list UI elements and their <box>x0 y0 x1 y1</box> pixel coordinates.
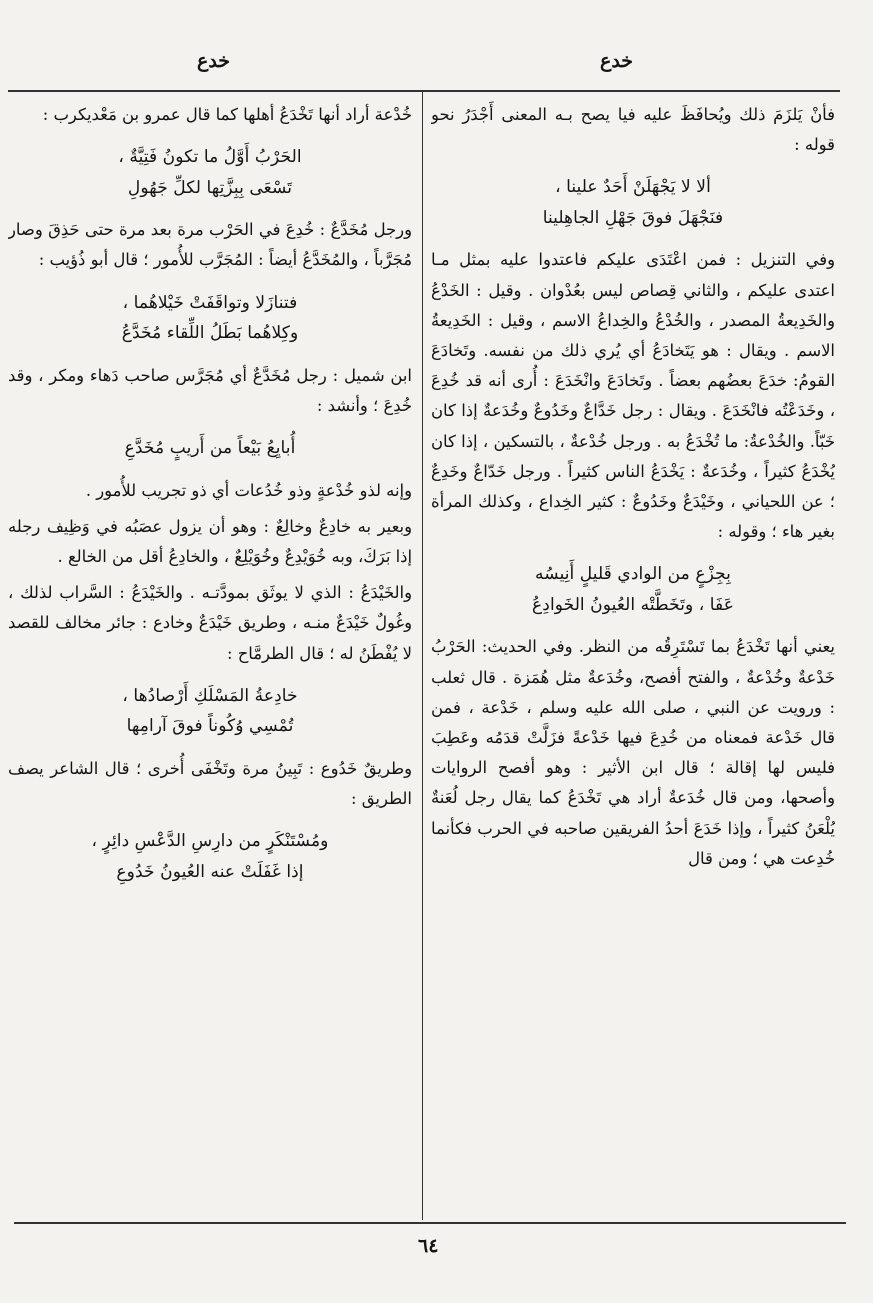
right-column <box>431 100 835 1215</box>
column-divider <box>422 92 423 1220</box>
verse <box>8 288 412 349</box>
verse-hemistich: تُمْسِي وُكُوناً فوقَ آرامِها <box>126 716 294 737</box>
verse <box>8 433 412 464</box>
headword-right: خدع <box>600 50 634 72</box>
verse <box>8 826 412 887</box>
verse <box>8 681 412 742</box>
verse <box>431 559 835 620</box>
page-number: ٦٤ <box>418 1235 439 1257</box>
paragraph: ابن شميل : رجل مُخَدَّعٌ أي مُجَرَّس صاحب دَهاء ومكر ، وقد خُدِعَ ؛ وأنشد : <box>8 365 412 415</box>
verse-hemistich: وكِلاهُما بَطَلُ اللِّقاء مُخَدَّعُ <box>121 323 299 344</box>
left-column <box>8 100 412 1215</box>
verse <box>431 172 835 233</box>
headword-left: خدع <box>197 50 231 72</box>
verse-hemistich: ألا لا يَجْهَلَنْ أَحَدٌ علينا ، <box>555 177 711 198</box>
verse <box>8 142 412 203</box>
paragraph: والخَيْدَعُ : الذي لا يوثَق بمودَّتـه . والخَيْدَعُ : السَّراب لذلك ، وغُولٌ خَيْدَعٌ منـه ، وطريق خَيْدَعٌ وخادع : جائر مخالف للقصد لا يُفْطَنُ له ؛ قال الطرمَّاح : <box>8 583 412 663</box>
paragraph: وفي التنزيل : فمن اعْتَدَى عليكم فاعتدوا عليه بمثل مـا اعتدى عليكم ، والثاني قِصاص ليس بعُدْوان . وقيل : الخَدْعُ والخَدِيعةُ المصدر ، والخُدْعُ والخِداعُ الاسم ، وقيل : الخَدِيعةُ الاسم . ويقال : هو يَتَخادَعُ أي يُري ذلك من نفسه. وتَخادَعَ القومُ: خدَعَ بعضُهم بعضاً . وتَخادَعَ وانْخَدَعَ : أُرى أنه قد خُدِعَ ، وخَدَعْتُه فانْخَدَعَ . ويقال : رجل خَدَّاعٌ وخَدُوعٌ وخُدَعةٌ إذا كان خَبّاً. والخُدْعةُ: ما تُخْدَعُ به . ورجل خُدْعةٌ ، بالتسكين ، إذا كان يُخْدَعُ كثيراً ، وخُدَعةٌ : يَخْدَعُ الناس كثيراً . ورجل خَدّاعٌ وخَدِعٌ ؛ عن اللحياني ، وخَيْدَعٌ وخَدُوعٌ : كثير الخِداع ، وكذلك المرأة بغير هاء ؛ وقوله : <box>431 250 835 542</box>
verse-hemistich: تَسْعَى بِبِزَّتِها لكلِّ جَهُولِ <box>127 177 293 198</box>
paragraph: يعني أنها تَخْدَعُ بما تَسْتَرِقُه من النظر. وفي الحديث: الحَرْبُ خَدْعةٌ وخُدْعةٌ ، والفتح أفصح، وخُدَعةٌ مثل هُمَزة . قال ثعلب : ورويت عن النبي ، صلى الله عليه وسلم ، خَدْعة ، فمن قال خَدْعة فمعناه من خُدِعَ فيها خَدْعةً فزَلَّتْ قدَمُه وعَطِبَ فليس لها إقالة ؛ قال ابن الأثير : وهو أفصح الروايات وأصحها، ومن قال خُدَعةٌ أراد هي تَخْدَعُ كما يقال رجل لُعَنةٌ يُلْعَنُ كثيراً ، وإذا خَدَعَ أحدُ الفريقين صاحبه في الحرب فكأنما خُدِعت هي ؛ ومن قال <box>431 637 835 868</box>
verse-hemistich: عَفَا ، وتَخَطَّتْه العُيونُ الخَوادِعُ <box>532 594 734 615</box>
verse-hemistich: أُبايِعُ بَيْعاً من أَريبٍ مُخَدَّعِ <box>124 438 296 459</box>
paragraph: وطريقٌ خَدُوع : تَبِينُ مرة وتَخْفَى أُخرى ؛ قال الشاعر يصف الطريق : <box>8 758 412 808</box>
verse-hemistich: إذا غَفَلَتْ عنه العُيونُ خَدُوعِ <box>116 861 304 882</box>
paragraph: وإنه لذو خُدْعةٍ وذو خُدُعات أي ذو تجريب للأُمور . <box>85 480 412 500</box>
verse-hemistich: الحَرْبُ أَوَّلُ ما تكونُ فَتِيَّةٌ ، <box>118 147 302 168</box>
paragraph: فأنْ يَلزَمَ ذلك ويُحافَظَ عليه فيا يصح بـه المعنى أَجْدَرُ نحو قوله : <box>431 105 835 155</box>
verse-hemistich: ومُسْتَنْكَرٍ من دارِسِ الدَّعْسِ دائِرٍ ، <box>91 831 329 852</box>
bottom-rule <box>14 1222 846 1224</box>
paragraph: وبعير به خادِعٌ وخالِعٌ : وهو أن يزول عصَبُه في وَظِيف رجله إذا بَرَكَ، وبه خُوَيْدِعٌ وخُوَيْلِعٌ ، والخادِعُ أقل من الخالع . <box>8 516 412 566</box>
top-rule <box>8 90 840 92</box>
paragraph: ورجل مُخَدَّعٌ : خُدِعَ في الحَرْب مرة بعد مرة حتى حَذِقَ وصار مُجَرَّباً ، والمُخَدَّعُ أيضاً : المُجَرَّب للأُمور ؛ قال أبو ذُؤيب : <box>8 220 412 270</box>
verse-hemistich: خادِعةُ المَسْلَكِ أَرْصادُها ، <box>122 685 298 706</box>
paragraph: خُدْعة أراد أنها تَخْدَعُ أهلها كما قال عمرو بن مَعْديكرب : <box>42 105 412 124</box>
verse-hemistich: بِجِزْعٍ من الوادي قَليلٍ أَنِيسُه <box>535 564 731 585</box>
verse-hemistich: فتنازَلا وتواقَفَتْ خَيْلاهُما ، <box>122 292 298 313</box>
verse-hemistich: فنَجْهَلَ فوقَ جَهْلِ الجاهِلينا <box>542 207 724 228</box>
